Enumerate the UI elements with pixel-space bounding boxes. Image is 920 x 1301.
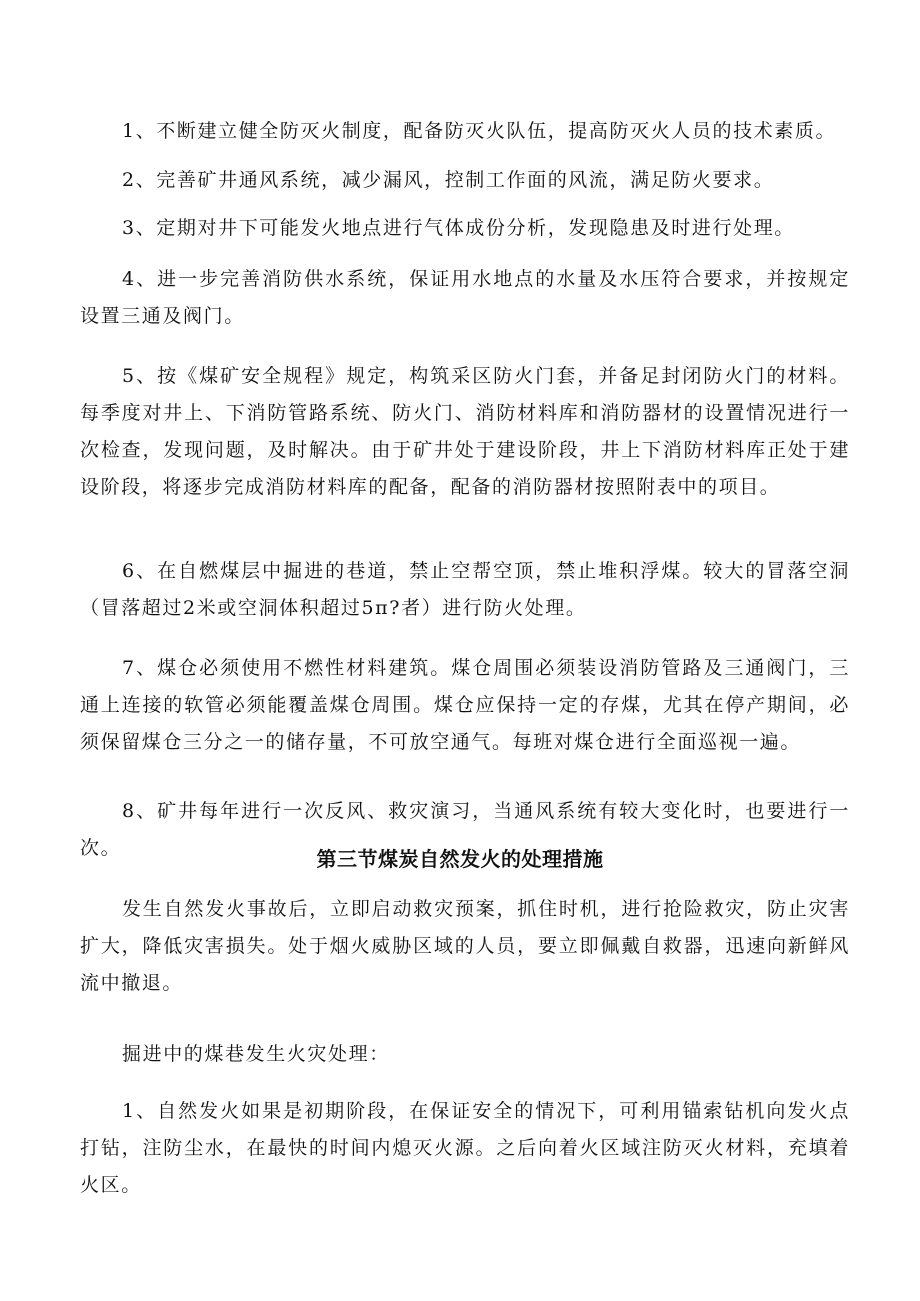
- measure-item-8: 8、矿井每年进行一次反风、救灾演习，当通风系统有较大变化时，也要进行一次。: [80, 800, 850, 859]
- section-heading: 第三节煤炭自然发火的处理措施: [316, 847, 604, 871]
- measure-item-6: 6、在自燃煤层中掘进的巷道，禁止空帮空顶，禁止堆积浮煤。较大的冒落空洞（冒落超过2米或空洞体积超过5π?者）进行防火处理。: [80, 560, 850, 619]
- measure-item-7: 7、煤仓必须使用不燃性材料建筑。煤仓周围必须装设消防管路及三通阀门，三通上连接的软管必须能覆盖煤仓周围。煤仓应保持一定的存煤，尤其在停产期间，必须保留煤仓三分之一的储存量，不可放空通气。每班对煤仓进行全面巡视一遍。: [80, 657, 850, 753]
- subheading-paragraph: 掘进中的煤巷发生火灾处理：: [122, 1043, 390, 1065]
- intro-paragraph: 发生自然发火事故后，立即启动救灾预案，抓住时机，进行抢险救灾，防止灾害扩大，降低灾害损失。处于烟火威胁区域的人员，要立即佩戴自救器，迅速向新鲜风流中撤退。: [80, 898, 850, 994]
- measure-item-4: 4、进一步完善消防供水系统，保证用水地点的水量及水压符合要求，并按规定设置三通及阀门。: [80, 268, 850, 327]
- measure-item-2: 2、完善矿井通风系统，减少漏风，控制工作面的风流，满足防火要求。: [122, 169, 775, 191]
- measure-item-3: 3、定期对井下可能发火地点进行气体成份分析，发现隐患及时进行处理。: [122, 217, 795, 239]
- measure-item-5: 5、按《煤矿安全规程》规定，构筑采区防火门套，并备足封闭防火门的材料。每季度对井上、下消防管路系统、防火门、消防材料库和消防器材的设置情况进行一次检查，发现问题，及时解决。由于矿井处于建设阶段，井上下消防材料库正处于建设阶段，将逐步完成消防材料库的配备，配备的消防器材按照附表中的项目。: [80, 365, 850, 498]
- step-1-paragraph: 1、自然发火如果是初期阶段，在保证安全的情况下，可利用锚索钻机向发火点打钻，注防尘水，在最快的时间内熄灭火源。之后向着火区域注防灭火材料，充填着火区。: [80, 1100, 850, 1196]
- measure-item-1: 1、不断建立健全防灭火制度，配备防灭火队伍，提高防灭火人员的技术素质。: [122, 120, 837, 142]
